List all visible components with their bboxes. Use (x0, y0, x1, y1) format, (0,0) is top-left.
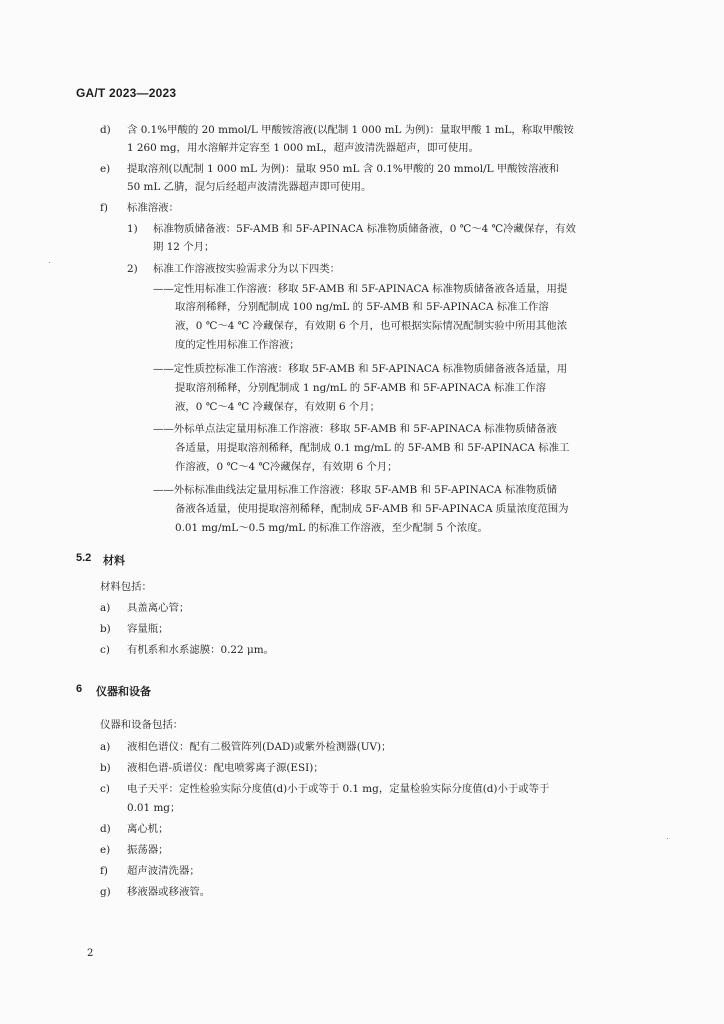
scan-speck (49, 262, 50, 263)
item-d-line1: 含 0.1%甲酸的 20 mmol/L 甲酸铵溶液(以配制 1 000 mL 为例)：量取甲酸 1 mL，称取甲酸铵 (127, 124, 574, 136)
item-e-line2: 50 mL 乙腈，混匀后经超声波清洗器超声即可使用。 (127, 181, 372, 193)
materials-c-label: c) (100, 644, 110, 656)
item-f-sub2-label: 2) (127, 263, 138, 275)
item-f-text: 标准溶液： (127, 202, 179, 214)
section-6-title: 仪器和设备 (96, 686, 151, 698)
item-f-sub1-line2: 期 12 个月； (153, 241, 215, 253)
section-6-intro: 仪器和设备包括： (100, 719, 184, 731)
item-f-sub1-line1: 标准物质储备液：5F-AMB 和 5F-APINACA 标准物质储备液，0 ℃～4 ℃冷藏保存，有效 (153, 223, 576, 235)
dash2-line3: 液，0 ℃～4 ℃ 冷藏保存，有效期 6 个月； (175, 401, 381, 413)
equipment-g-text: 移液器或移液管。 (127, 886, 211, 898)
dash4-line2: 备液各适量，使用提取溶剂稀释，配制成 5F-AMB 和 5F-APINACA 质量浓度范围为 (175, 503, 569, 515)
equipment-c-label: c) (100, 783, 110, 795)
materials-b-label: b) (100, 623, 111, 635)
materials-b-text: 容量瓶； (127, 623, 169, 635)
item-f-sub2-text: 标准工作溶液按实验需求分为以下四类： (153, 263, 341, 275)
equipment-c-text2: 0.01 mg； (127, 802, 181, 814)
equipment-a-text: 液相色谱仪：配有二极管阵列(DAD)或紫外检测器(UV)； (127, 741, 392, 753)
section-5-2-number: 5.2 (76, 552, 92, 564)
dash4-line3: 0.01 mg/mL～0.5 mg/mL 的标准工作溶液，至少配制 5 个浓度。 (175, 522, 488, 534)
equipment-c-text: 电子天平：定性检验实际分度值(d)小于或等于 0.1 mg，定量检验实际分度值(d)小于或等于 (127, 783, 550, 795)
equipment-b-text: 液相色谱-质谱仪：配电喷雾离子源(ESI)； (127, 762, 324, 774)
dash1-line1: ——定性用标准工作溶液：移取 5F-AMB 和 5F-APINACA 标准物质储备液各适量，用提 (153, 283, 568, 295)
item-d-line2: 1 260 mg，用水溶解并定容至 1 000 mL，超声波清洗器超声，即可使用。 (127, 142, 480, 154)
equipment-d-label: d) (100, 823, 111, 835)
dash3-line2: 各适量，用提取溶剂稀释，配制成 0.1 mg/mL 的 5F-AMB 和 5F-APINACA 标准工 (175, 442, 570, 454)
standard-header: GA/T 2023—2023 (76, 86, 177, 100)
scan-speck (667, 838, 668, 839)
equipment-e-text: 振荡器； (127, 844, 169, 856)
materials-a-text: 具盖离心管； (127, 602, 190, 614)
equipment-f-text: 超声波清洗器； (127, 865, 200, 877)
dash1-line3: 液，0 ℃～4 ℃ 冷藏保存，有效期 6 个月，也可根据实际情况配制实验中所用其他浓 (175, 320, 568, 332)
materials-a-label: a) (100, 602, 111, 614)
dash1-line2: 取溶剂稀释，分别配制成 100 ng/mL 的 5F-AMB 和 5F-APINACA 标准工作溶 (175, 301, 549, 313)
page-number: 2 (87, 948, 94, 959)
dash2-line2: 提取溶剂稀释，分别配制成 1 ng/mL 的 5F-AMB 和 5F-APINACA 标准工作溶 (175, 382, 546, 394)
equipment-b-label: b) (100, 762, 111, 774)
dash3-line1: ——外标单点法定量用标准工作溶液：移取 5F-AMB 和 5F-APINACA 标准物质储备液 (153, 423, 557, 435)
section-5-2-title: 材料 (103, 555, 125, 567)
section-6-number: 6 (76, 683, 83, 695)
equipment-d-text: 离心机； (127, 823, 169, 835)
item-e-label: e) (100, 163, 111, 175)
item-f-sub1-label: 1) (127, 223, 138, 235)
dash3-line3: 作溶液，0 ℃～4 ℃冷藏保存，有效期 6 个月； (175, 461, 398, 473)
item-f-label: f) (100, 202, 108, 214)
equipment-g-label: g) (100, 886, 111, 898)
equipment-f-label: f) (100, 865, 108, 877)
section-5-2-intro: 材料包括： (100, 581, 152, 593)
dash4-line1: ——外标标准曲线法定量用标准工作溶液：移取 5F-AMB 和 5F-APINACA 标准物质储 (153, 484, 557, 496)
item-e-line1: 提取溶剂(以配制 1 000 mL 为例)：量取 950 mL 含 0.1%甲酸的 20 mmol/L 甲酸铵溶液和 (127, 163, 560, 175)
dash2-line1: ——定性质控标准工作溶液：移取 5F-AMB 和 5F-APINACA 标准物质储备液各适量，用 (153, 363, 568, 375)
item-d-label: d) (100, 124, 111, 136)
materials-c-text: 有机系和水系滤膜：0.22 μm。 (127, 644, 274, 656)
equipment-e-label: e) (100, 844, 111, 856)
equipment-a-label: a) (100, 741, 111, 753)
dash1-line4: 度的定性用标准工作溶液； (175, 339, 300, 351)
